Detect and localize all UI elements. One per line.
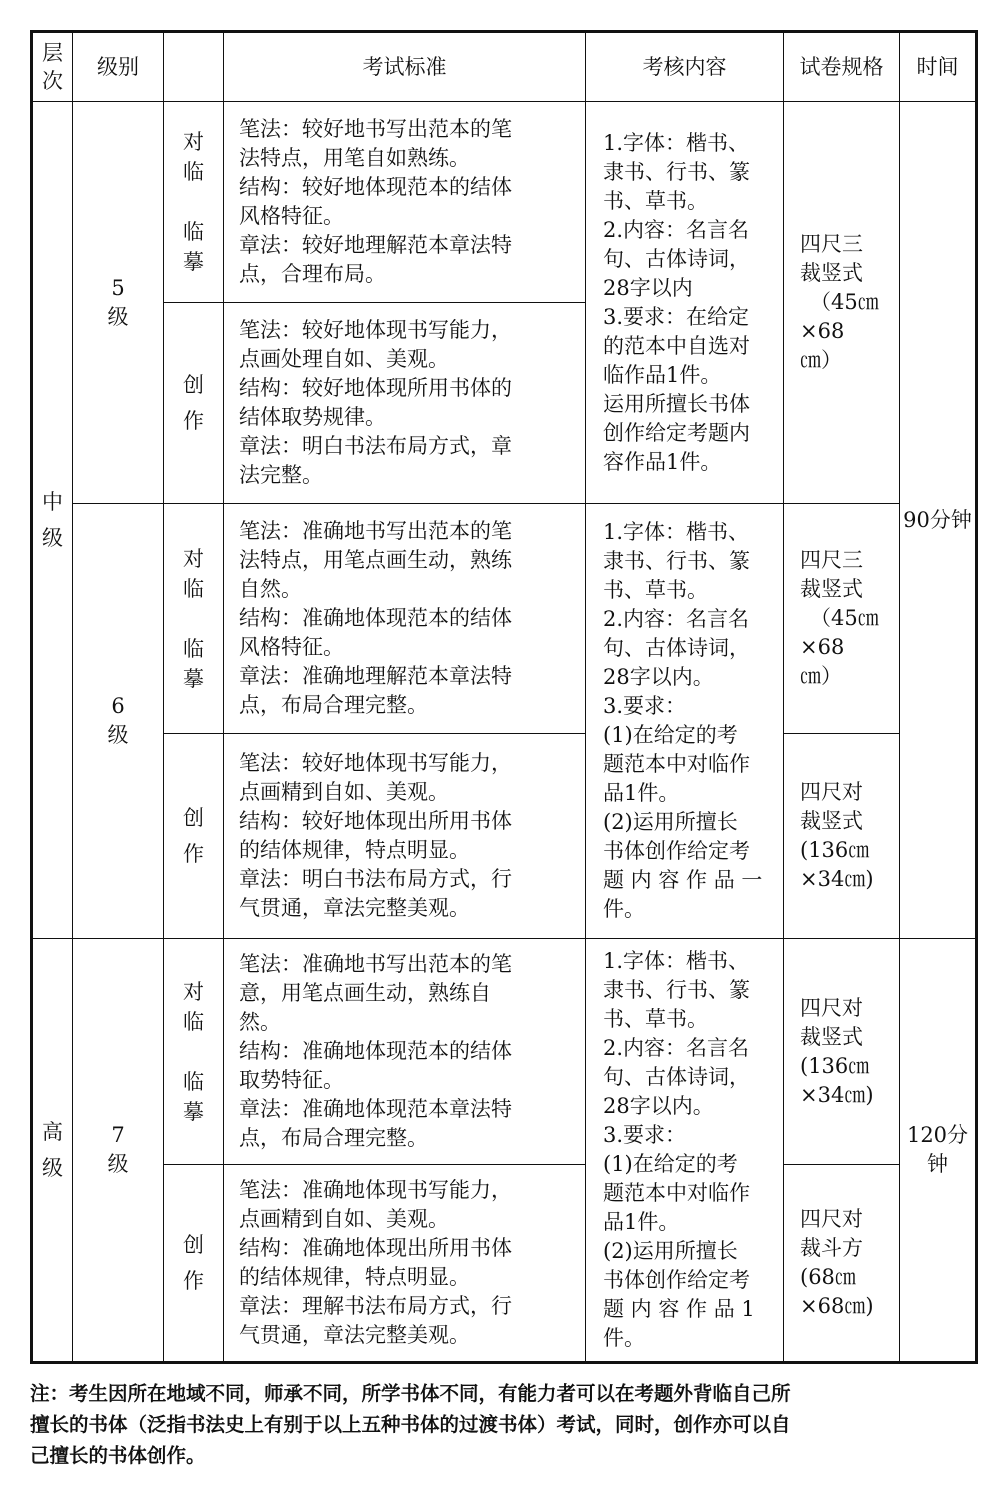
grade-unit: 级 [107, 304, 129, 329]
content-line: 品1件。 [603, 781, 680, 805]
content-line: 2.内容：名言名 [603, 607, 750, 631]
spec-line: ×68 [800, 319, 845, 343]
mode-create [164, 1165, 224, 1363]
spec-cell [784, 734, 900, 939]
content-line: 句、古体诗词， [603, 1065, 750, 1089]
spec-line: 裁斗方 [800, 1236, 863, 1260]
content-cell [586, 504, 784, 939]
grade-6 [73, 504, 164, 939]
standard-line: 的结体规律，特点明显。 [239, 838, 470, 862]
spec-line: (136㎝ [800, 1053, 870, 1078]
mode-char: 临 [183, 160, 204, 184]
mode-create [164, 734, 224, 939]
mode-char: 摹 [183, 250, 204, 274]
spec-cell [784, 102, 900, 504]
mode-char: 临 [183, 1009, 204, 1034]
mode-char: 对 [183, 546, 204, 571]
mode-char: 作 [183, 1269, 204, 1293]
tier-char: 级 [42, 1156, 63, 1180]
spec-line: 四尺对 [800, 1207, 863, 1231]
standard-line: 点，布局合理完整。 [239, 693, 428, 717]
content-line: 题范本中对临作 [603, 752, 750, 776]
footnote-line: 注：考生因所在地域不同，师承不同，所学书体不同，有能力者可以在考题外背临自己所 [30, 1382, 791, 1405]
content-cell [586, 939, 784, 1363]
time-advanced: 120分钟 [900, 939, 977, 1363]
standard-line: 然。 [239, 1010, 281, 1034]
content-line: 书、草书。 [603, 578, 708, 602]
spec-line: （45㎝ [810, 606, 879, 630]
table-row [32, 939, 977, 1165]
spec-line: ㎝） [800, 348, 842, 372]
footnote-line: 擅长的书体（泛指书法史上有别于以上五种书体的过渡书体）考试，同时，创作亦可以自 [30, 1413, 791, 1436]
standard-cell [224, 939, 586, 1165]
mode-char: 作 [183, 842, 204, 866]
standard-line: 结构：较好地体现范本的结体 [239, 175, 512, 199]
standard-cell [224, 734, 586, 939]
mode-copy [164, 939, 224, 1165]
standard-line: 的结体规律，特点明显。 [239, 1265, 470, 1289]
content-line: 运用所擅长书体 [603, 391, 750, 416]
header-standard: 考试标准 [224, 32, 586, 102]
content-line: 品1件。 [603, 1210, 680, 1234]
standard-cell [224, 1165, 586, 1363]
mode-char: 临 [183, 576, 204, 601]
tier-advanced [32, 939, 73, 1363]
standard-line: 意，用笔点画生动，熟练自 [239, 981, 491, 1005]
content-line: 隶书、行书、篆 [603, 159, 750, 184]
content-line: 题范本中对临作 [603, 1181, 750, 1205]
header-level-tier-text: 层次 [42, 41, 63, 93]
spec-line: 裁竖式 [800, 809, 863, 833]
spec-cell [784, 504, 900, 734]
spec-line: 四尺对 [800, 780, 863, 804]
standard-line: 风格特征。 [239, 204, 344, 228]
content-line: 容作品1件。 [603, 449, 722, 474]
mode-create [164, 303, 224, 504]
standard-line: 结构：准确地体现范本的结体 [239, 1039, 512, 1063]
header-paper-spec: 试卷规格 [784, 32, 900, 102]
content-line: 题 内 容 作 品 一 [603, 868, 763, 892]
grade-number: 7 [111, 1123, 125, 1147]
standard-line: 结体取势规律。 [239, 405, 386, 429]
content-line: (1)在给定的考 [603, 723, 738, 747]
grade-unit: 级 [107, 1152, 129, 1176]
spec-line: 四尺对 [800, 995, 863, 1020]
spec-line: ×68 [800, 635, 845, 659]
standard-line: 笔法：准确地书写出范本的笔 [239, 952, 512, 976]
spec-line: ×68㎝) [800, 1294, 874, 1318]
spec-line: ×34㎝) [800, 1082, 874, 1107]
mode-char: 对 [183, 979, 204, 1004]
grade-5 [73, 102, 164, 504]
content-line: (2)运用所擅长 [603, 1239, 738, 1263]
standard-line: 笔法：较好地体现书写能力， [239, 751, 512, 775]
content-line: 3.要求：在给定 [603, 304, 750, 329]
grade-number: 6 [111, 694, 125, 718]
mode-char: 临 [183, 220, 204, 244]
content-line: 的范本中自选对 [603, 333, 750, 358]
standard-line: 章法：明白书法布局方式，行 [239, 867, 512, 891]
content-line: 题 内 容 作 品 1 [603, 1297, 755, 1321]
content-line: 28字以内 [603, 275, 693, 300]
standard-line: 笔法：准确地体现书写能力， [239, 1178, 512, 1202]
spec-line: ㎝） [800, 664, 842, 688]
mode-copy [164, 504, 224, 734]
mode-char: 对 [183, 130, 204, 154]
header-grade: 级别 [73, 32, 164, 102]
standard-line: 章法：较好地理解范本章法特 [239, 233, 512, 257]
content-line: 书、草书。 [603, 188, 708, 213]
standard-line: 结构：较好地体现出所用书体 [239, 809, 512, 833]
content-line: 件。 [603, 897, 645, 921]
table-row [32, 102, 977, 303]
content-line: 3.要求： [603, 1123, 687, 1147]
content-line: 创作给定考题内 [603, 420, 750, 445]
spec-line: 四尺三 [800, 548, 863, 572]
content-line: 3.要求： [603, 694, 687, 718]
mode-char: 创 [183, 806, 204, 830]
header-level-tier [32, 32, 73, 102]
mode-char: 创 [183, 1233, 204, 1257]
standard-line: 笔法：准确地书写出范本的笔 [239, 519, 512, 543]
header-mode-blank [164, 32, 224, 102]
standard-line: 点，布局合理完整。 [239, 1126, 428, 1150]
mode-char: 临 [183, 636, 204, 661]
content-line: 2.内容：名言名 [603, 1036, 750, 1060]
standard-line: 章法：准确地体现范本章法特 [239, 1097, 512, 1121]
standard-line: 取势特征。 [239, 1068, 344, 1092]
standard-cell [224, 303, 586, 504]
content-line: 2.内容：名言名 [603, 217, 750, 242]
mode-copy [164, 102, 224, 303]
standard-line: 章法：理解书法布局方式，行 [239, 1294, 512, 1318]
content-line: 句、古体诗词， [603, 636, 750, 660]
standard-line: 气贯通，章法完整美观。 [239, 896, 470, 920]
grade-unit: 级 [107, 723, 129, 747]
content-line: 临作品1件。 [603, 362, 722, 387]
spec-line: ×34㎝) [800, 867, 874, 891]
content-line: 隶书、行书、篆 [603, 978, 750, 1002]
tier-char: 高 [42, 1120, 63, 1144]
standard-line: 风格特征。 [239, 635, 344, 659]
spec-line: (68㎝ [800, 1265, 856, 1289]
standard-line: 法完整。 [239, 463, 323, 487]
content-line: 28字以内。 [603, 665, 714, 689]
spec-cell [784, 939, 900, 1165]
standard-line: 点画精到自如、美观。 [239, 780, 449, 804]
time-intermediate: 90分钟 [900, 102, 977, 939]
spec-line: 四尺三 [800, 232, 863, 256]
mode-char: 临 [183, 1069, 204, 1094]
table-row [32, 1165, 977, 1363]
spec-line: （45㎝ [810, 290, 879, 314]
header-row [32, 32, 977, 102]
content-line: 件。 [603, 1326, 645, 1350]
standard-line: 章法：准确地理解范本章法特 [239, 664, 512, 688]
footnote [30, 1378, 980, 1471]
content-line: (2)运用所擅长 [603, 810, 738, 834]
content-cell [586, 102, 784, 504]
mode-char: 摹 [183, 1099, 204, 1124]
footnote-line: 己擅长的书体创作。 [30, 1444, 206, 1467]
content-line: 1.字体：楷书、 [603, 520, 750, 544]
standard-line: 点画处理自如、美观。 [239, 347, 449, 371]
content-line: 句、古体诗词， [603, 246, 750, 271]
standard-line: 法特点，用笔点画生动，熟练 [239, 548, 512, 572]
spec-line: 裁竖式 [800, 1024, 863, 1049]
standard-line: 点画精到自如、美观。 [239, 1207, 449, 1231]
spec-line: 裁竖式 [800, 261, 863, 285]
table-row [32, 504, 977, 734]
content-line: 书体创作给定考 [603, 1268, 750, 1292]
standard-line: 自然。 [239, 577, 302, 601]
content-line: 1.字体：楷书、 [603, 949, 750, 973]
exam-standards-table [30, 30, 978, 1364]
standard-line: 章法：明白书法布局方式，章 [239, 434, 512, 458]
standard-cell [224, 504, 586, 734]
mode-char: 摹 [183, 666, 204, 691]
standard-line: 笔法：较好地体现书写能力， [239, 318, 512, 342]
tier-char: 中 [42, 490, 63, 514]
standard-line: 结构：准确地体现出所用书体 [239, 1236, 512, 1260]
content-line: 书、草书。 [603, 1007, 708, 1031]
spec-line: 裁竖式 [800, 577, 863, 601]
content-line: 书体创作给定考 [603, 839, 750, 863]
header-content: 考核内容 [586, 32, 784, 102]
standard-line: 笔法：较好地书写出范本的笔 [239, 117, 512, 141]
standard-line: 法特点，用笔自如熟练。 [239, 146, 470, 170]
grade-7 [73, 939, 164, 1363]
content-line: 隶书、行书、篆 [603, 549, 750, 573]
content-line: 28字以内。 [603, 1094, 714, 1118]
mode-char: 创 [183, 373, 204, 397]
content-line: 1.字体：楷书、 [603, 130, 750, 155]
content-line: (1)在给定的考 [603, 1152, 738, 1176]
mode-char: 作 [183, 409, 204, 433]
header-time: 时间 [900, 32, 977, 102]
standard-cell [224, 102, 586, 303]
spec-cell [784, 1165, 900, 1363]
standard-line: 点，合理布局。 [239, 262, 386, 286]
grade-number: 5 [111, 275, 125, 300]
spec-line: (136㎝ [800, 838, 870, 862]
standard-line: 气贯通，章法完整美观。 [239, 1323, 470, 1347]
standard-line: 结构：准确地体现范本的结体 [239, 606, 512, 630]
tier-char: 级 [42, 526, 63, 550]
tier-intermediate [32, 102, 73, 939]
standard-line: 结构：较好地体现所用书体的 [239, 376, 512, 400]
table-row [32, 734, 977, 939]
